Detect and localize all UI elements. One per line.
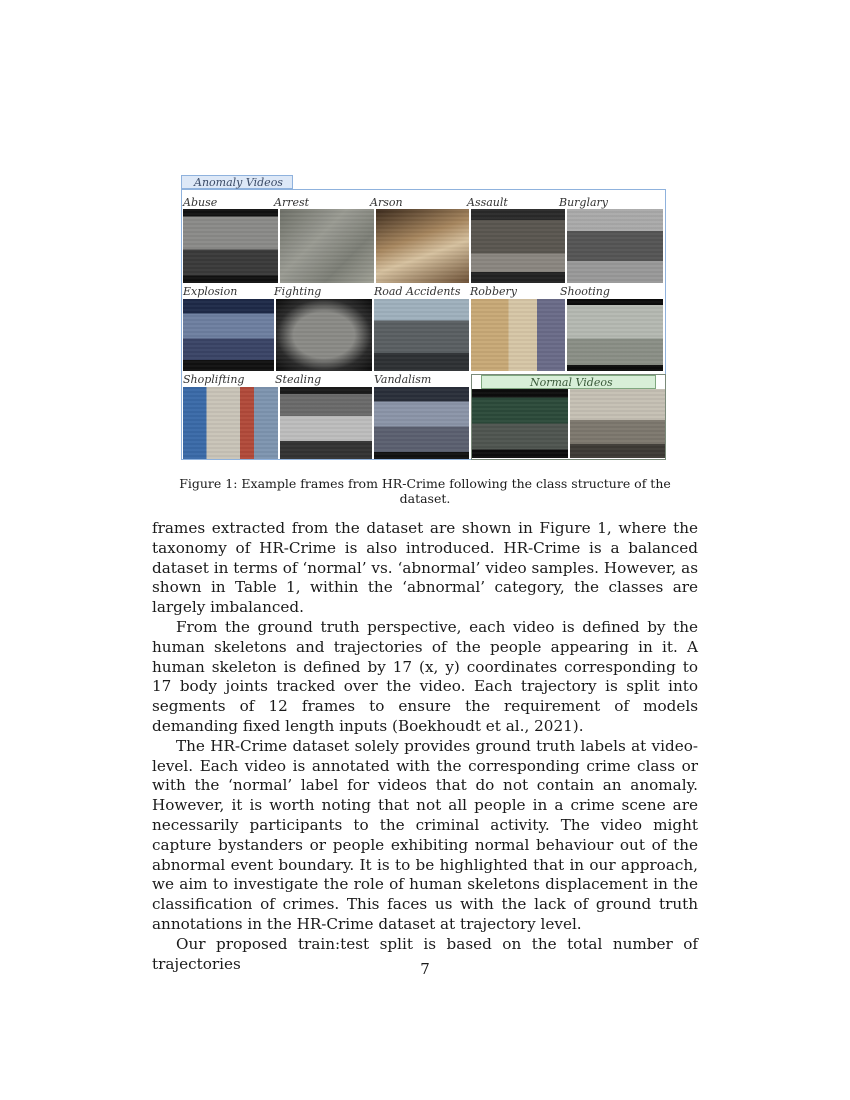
figure-caption: Figure 1: Example frames from HR-Crime following the class structure of the dataset. [179,476,671,506]
frame-road-accidents [374,299,469,371]
paragraph-1: frames extracted from the dataset are shown in Figure 1, where the taxonomy of HR-Crime is also introduced. HR-Crime is a balanced dataset in terms of ‘normal’ vs. ‘abnormal’ video samples. However, as shown in Table 1, within the ‘abnormal’ category, the classes are largely imbalanced. [152,519,698,617]
frame-arson [376,209,469,283]
frame-robbery [471,299,565,371]
paragraph-2: From the ground truth perspective, each video is defined by the human skeletons and trajectories of the people appearing in it. A human skeleton is defined by 17 (x, y) coordinates corresponding to 17 body joints tracked over the video. Each trajectory is split into segments of 12 frames to ensure the requirement of models demanding fixed length inputs (Boekhoudt et al., 2021). [152,617,698,735]
label-assault: Assault [467,196,508,209]
paragraph-4: Our proposed train:test split is based on the total number of trajectories [152,934,698,973]
label-arrest: Arrest [274,196,310,209]
frame-explosion [183,299,274,371]
frame-stealing [280,387,372,459]
frame-fighting [276,299,372,371]
figure-1 [180,175,667,460]
frame-abuse [183,209,278,283]
frame-assault [471,209,565,283]
label-abuse: Abuse [183,196,218,209]
label-shoplifting: Shoplifting [183,373,245,386]
page-number: 7 [420,960,430,978]
label-road-accidents: Road Accidents [374,285,461,298]
label-robbery: Robbery [470,285,517,298]
frame-normal-2 [570,389,665,458]
frame-vandalism [374,387,469,459]
frame-normal-1 [472,389,568,458]
frame-burglary [567,209,663,283]
label-burglary: Burglary [559,196,609,209]
frame-shooting [567,299,663,371]
body-text [152,519,698,974]
anomaly-videos-tab: Anomaly Videos [181,175,293,189]
label-fighting: Fighting [274,285,322,298]
label-shooting: Shooting [560,285,610,298]
label-arson: Arson [370,196,403,209]
label-explosion: Explosion [183,285,238,298]
frame-shoplifting [183,387,278,459]
frame-arrest [280,209,374,283]
normal-videos-tab: Normal Videos [481,375,656,389]
paragraph-3: The HR-Crime dataset solely provides ground truth labels at video-level. Each video is annotated with the corresponding crime class or with the ‘normal’ label for videos that do not contain an anomaly. However, it is worth noting that not all people in a crime scene are necessarily participants to the criminal activity. The video might capture bystanders or people exhibiting normal behaviour out of the abnormal event boundary. It is to be highlighted that in our approach, we aim to investigate the role of human skeletons displacement in the classification of crimes. This faces us with the lack of ground truth annotations in the HR-Crime dataset at trajectory level. [152,736,698,933]
label-vandalism: Vandalism [374,373,432,386]
label-stealing: Stealing [275,373,322,386]
